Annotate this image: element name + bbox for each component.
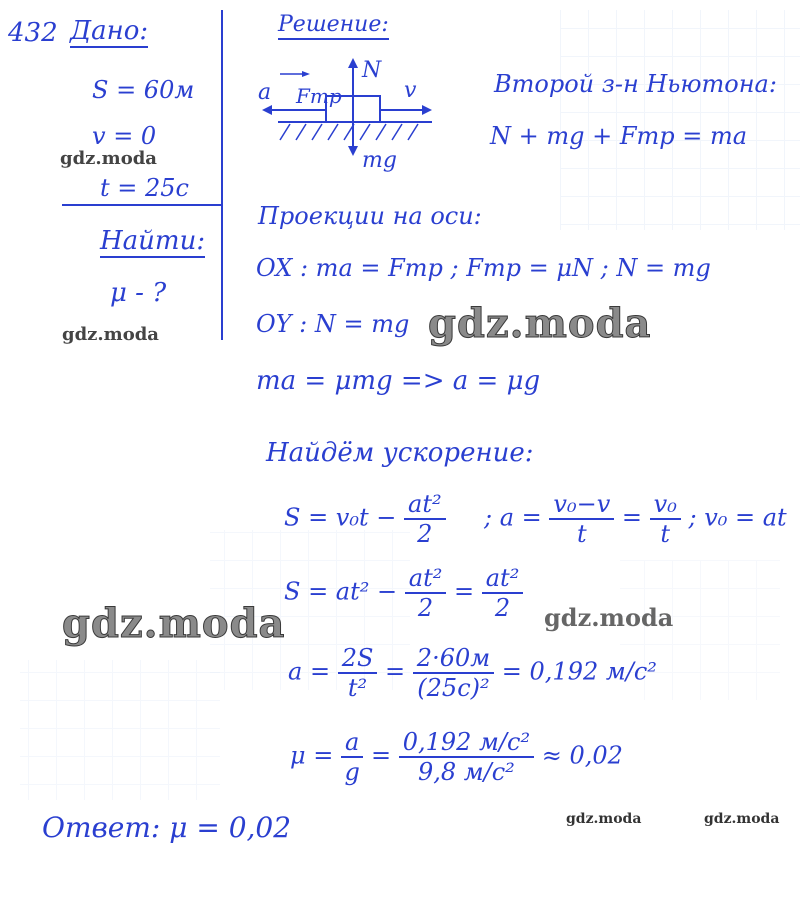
oy-equation: OY : N = mg <box>256 310 410 338</box>
find-item: μ - ? <box>110 278 167 308</box>
accel-calc-frac2 <box>413 646 494 700</box>
mu-calc-left: μ = <box>290 741 334 770</box>
mu-calc-right: ≈ 0,02 <box>541 741 623 770</box>
label-velocity: v <box>404 78 417 103</box>
given-item-velocity: v = 0 <box>92 122 157 150</box>
projections-title: Проекции на оси: <box>258 202 482 230</box>
distance-eq2-frac1 <box>405 566 447 620</box>
mu-calc-frac1 <box>341 730 363 784</box>
newton-equation: N + mg + Fтр = ma <box>490 122 748 150</box>
distance-eq-den: 2 <box>417 520 433 548</box>
accel-def-frac2 <box>650 492 681 546</box>
given-item-distance: S = 60м <box>92 76 195 104</box>
mu-calc-num2: 0,192 м/с² <box>399 730 534 758</box>
mu-calc-num1: a <box>341 730 363 758</box>
accel-calc-den1: t² <box>347 674 368 702</box>
accel-calc-right: = 0,192 м/с² <box>501 657 657 686</box>
mu-calculation <box>290 730 623 784</box>
distance-eq-fraction <box>404 492 446 546</box>
accel-def-frac1 <box>549 492 614 546</box>
watermark: gdz.moda <box>566 811 642 827</box>
accel-def-num1: v₀−v <box>549 492 614 520</box>
accel-def-num2: v₀ <box>650 492 681 520</box>
ox-equation: OX : ma = Fтр ; Fтр = μN ; N = mg <box>256 254 711 282</box>
given-divider-vertical <box>221 10 223 340</box>
accel-calc-num2: 2·60м <box>413 646 494 674</box>
label-friction: Fтр <box>296 84 342 108</box>
distance-eq2-den1: 2 <box>417 594 434 622</box>
watermark: gdz.moda <box>60 148 157 169</box>
accel-def-den1: t <box>577 520 587 548</box>
find-title: Найти: <box>100 226 206 256</box>
accel-def-den2: t <box>660 520 671 548</box>
distance-eq2-den2: 2 <box>494 594 511 622</box>
relation-equation: ma = μmg => a = μg <box>256 366 541 396</box>
label-gravity: mg <box>362 148 397 173</box>
accel-calc-left: a = <box>288 657 331 686</box>
answer: Ответ: μ = 0,02 <box>42 811 292 844</box>
accel-definition <box>484 492 787 546</box>
accel-calc-mid: = <box>385 657 406 686</box>
newton-title: Второй з-н Ньютона: <box>494 70 777 98</box>
distance-eq-num: at² <box>404 492 446 520</box>
given-title: Дано: <box>70 16 149 46</box>
solution-title: Решение: <box>278 14 389 40</box>
distance-eq2-left: S = at² − <box>284 577 398 606</box>
accel-title: Найдём ускорение: <box>266 438 534 468</box>
distance-eq2-num1: at² <box>405 566 447 594</box>
mu-calc-den2: 9,8 м/с² <box>417 758 515 786</box>
accel-calculation <box>288 646 657 700</box>
given-item-time: t = 25с <box>100 174 189 202</box>
distance-eq2-num2: at² <box>482 566 524 594</box>
label-normal-force: N <box>362 58 382 83</box>
accel-calc-num1: 2S <box>338 646 378 674</box>
watermark: gdz.moda <box>544 603 674 632</box>
accel-def-right: ; v₀ = at <box>688 503 787 532</box>
label-acceleration: a <box>258 80 272 105</box>
distance-equation-2 <box>284 566 523 620</box>
accel-def-left: ; a = <box>484 503 542 532</box>
distance-eq2-mid: = <box>453 577 475 606</box>
given-divider-horizontal <box>62 204 222 206</box>
distance-eq2-frac2 <box>482 566 524 620</box>
force-diagram <box>250 44 440 184</box>
accel-calc-frac1 <box>338 646 378 700</box>
watermark: gdz.moda <box>704 811 780 827</box>
mu-calc-den1: g <box>344 758 360 786</box>
watermark: gdz.moda <box>62 324 159 345</box>
distance-equation <box>284 492 446 546</box>
problem-number: 432 <box>8 18 58 48</box>
accel-calc-den2: (25с)² <box>417 674 490 702</box>
watermark: gdz.moda <box>62 600 286 647</box>
watermark: gdz.moda <box>428 300 652 347</box>
distance-eq-left: S = v₀t − <box>284 503 397 532</box>
mu-calc-mid: = <box>370 741 392 770</box>
accel-def-mid: = <box>621 503 643 532</box>
mu-calc-frac2 <box>399 730 534 784</box>
